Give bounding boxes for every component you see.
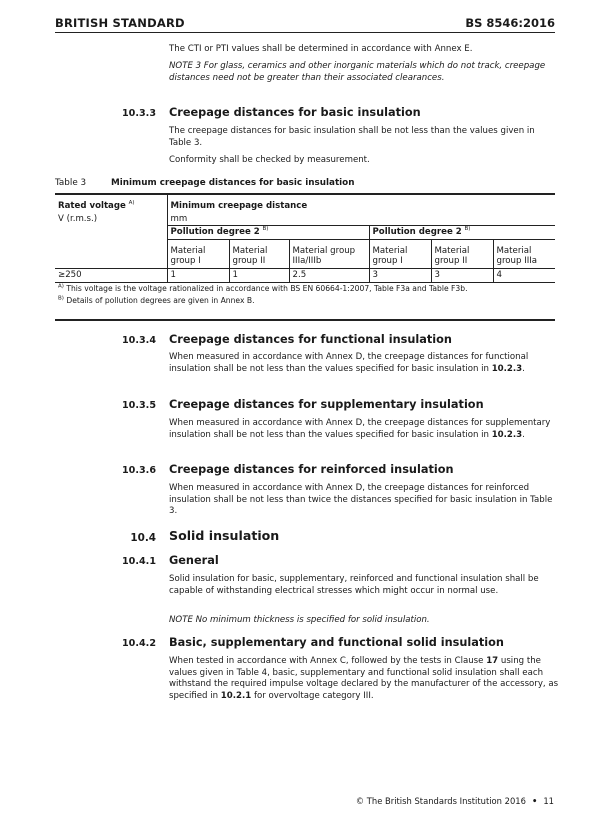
section-title-10-3-4: Creepage distances for functional insulation: [169, 333, 452, 346]
col-material-group: Material group IIIa/IIIb: [289, 239, 369, 268]
table-cell: ≥250: [55, 268, 167, 282]
cti-pti-paragraph: The CTI or PTI values shall be determined in accordance with Annex E.: [169, 44, 473, 54]
footnote-b-mark: B): [58, 295, 64, 302]
pollution-row: [55, 226, 555, 240]
section-10-3-6-para: When measured in accordance with Annex D, the creepage distances for reinforced insulation shall be not less than twice the distances specified for basic insulation in Table 3.: [169, 483, 553, 517]
table-row: [55, 268, 555, 282]
table-cell: 1: [167, 268, 229, 282]
section-number-10-3-5: 10.3.5: [122, 400, 156, 411]
section-number-10-3-6: 10.3.6: [122, 465, 156, 476]
min-creepage-header: Minimum creepage distance: [167, 194, 555, 213]
table-cell: 2.5: [289, 268, 369, 282]
rated-voltage-header: Rated voltage $^{A)}$: [55, 194, 167, 213]
clause-ref: 10.2.1: [220, 690, 252, 701]
page-number: 11: [543, 796, 554, 806]
table-title: Minimum creepage distances for basic insulation: [111, 178, 355, 188]
footer-bullet: •: [531, 796, 538, 806]
page-footer: [356, 796, 554, 806]
clause-ref: 10.2.3: [491, 429, 523, 440]
clause-ref: 17: [486, 656, 499, 666]
distance-unit: mm: [167, 213, 555, 226]
footnote-b-text: Details of pollution degrees are given in Annex B.: [66, 296, 255, 306]
section-10-3-4-para: When measured in accordance with Annex D, the creepage distances for functional insulation shall be not less than the values specified for basic insulation in 10.2.3.: [169, 352, 529, 374]
section-title-10-4: Solid insulation: [169, 528, 280, 543]
section-number-10-4-2: 10.4.2: [122, 638, 156, 649]
col-material-group: Material group I: [167, 239, 229, 268]
table-unit-row: [55, 213, 555, 226]
section-title-10-3-6: Creepage distances for reinforced insulation: [169, 463, 454, 476]
section-title-10-3-3: Creepage distances for basic insulation: [169, 106, 421, 119]
section-title-10-4-2: Basic, supplementary and functional solid insulation: [169, 636, 504, 649]
header-standard-number: BS 8546:2016: [465, 16, 555, 30]
col-material-group: Material group IIIa: [493, 239, 555, 268]
table-cell: 4: [493, 268, 555, 282]
pollution-degree-left: Pollution degree 2 $^{B)}$: [167, 226, 369, 240]
table-caption: [55, 178, 354, 188]
section-title-10-4-1: General: [169, 554, 219, 567]
pollution-degree-right: Pollution degree 2 $^{B)}$: [369, 226, 555, 240]
section-10-3-5-para: When measured in accordance with Annex D, the creepage distances for supplementary insulation shall be not less than the values specified for basic insulation in 10.2.3.: [169, 418, 551, 440]
clause-ref: 10.2.3: [491, 363, 523, 374]
copyright-notice: © The British Standards Institution 2016: [355, 796, 526, 806]
table-cell: 1: [229, 268, 289, 282]
col-material-group: Material group II: [229, 239, 289, 268]
note-3: NOTE 3 For glass, ceramics and other inorganic materials which do not track, creepage distances need not be greater than their associated clearances.: [169, 61, 546, 83]
table-label: Table 3: [55, 178, 87, 188]
section-number-10-4: 10.4: [130, 532, 156, 544]
section-10-4-1-note: NOTE No minimum thickness is specified for solid insulation.: [169, 615, 430, 625]
section-title-10-3-5: Creepage distances for supplementary insulation: [169, 398, 484, 411]
section-10-4-1-para: Solid insulation for basic, supplementary, reinforced and functional insulation shall be capable of withstanding electrical stresses which might occur in normal use.: [169, 574, 539, 596]
section-10-3-3-para-2: Conformity shall be checked by measurement.: [169, 155, 370, 165]
creepage-table: [55, 193, 555, 308]
section-10-4-2-para: When tested in accordance with Annex C, followed by the tests in Clause 17 using the values given in Table 4, basic, supplementary and functional solid insulation shall each withstand the required impulse voltage declared by the manufacturer of the accessory, as specified in 10.2.1 for overvoltage category III.: [169, 656, 559, 701]
col-material-group: Material group I: [369, 239, 431, 268]
table-bottom-rule: [55, 319, 555, 321]
col-material-group: Material group II: [431, 239, 493, 268]
section-number-10-4-1: 10.4.1: [122, 556, 156, 567]
footnote-a-text: This voltage is the voltage rationalized in accordance with BS EN 60664-1:2007, Table F3a and Table F3b.: [66, 283, 468, 293]
footnote-a-mark: A): [58, 283, 64, 290]
section-10-3-3-para-1: The creepage distances for basic insulation shall be not less than the values given in Table 3.: [169, 126, 535, 148]
header-publisher: BRITISH STANDARD: [55, 16, 185, 30]
table-cell: 3: [431, 268, 493, 282]
table-footnote-a: [55, 282, 555, 295]
section-number-10-3-4: 10.3.4: [122, 335, 156, 346]
table-header-row: [55, 194, 555, 213]
page-header: [55, 14, 555, 33]
material-group-row: [55, 239, 555, 268]
table-footnote-b: [55, 295, 555, 308]
footnote-a-ref: A): [128, 200, 135, 207]
table-cell: 3: [369, 268, 431, 282]
voltage-unit: V (r.m.s.): [58, 213, 98, 224]
section-number-10-3-3: 10.3.3: [122, 108, 156, 119]
